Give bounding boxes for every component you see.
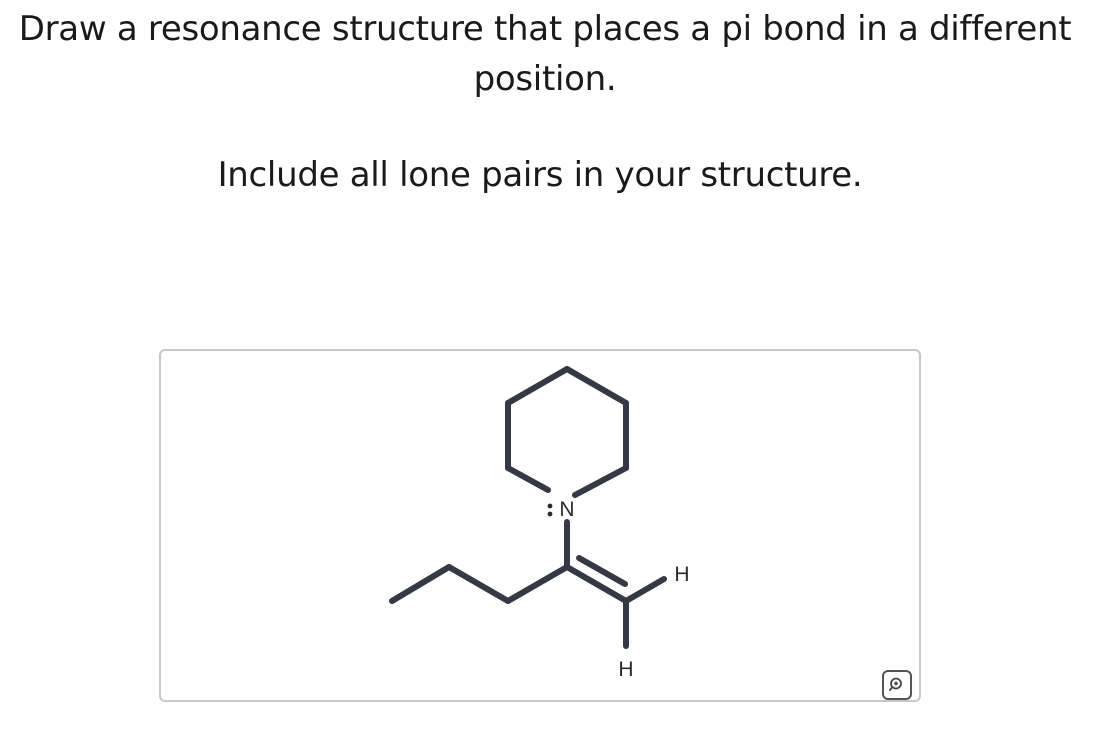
hydrogen-vinyl-label[interactable]: H [674,563,690,586]
lone-pair-dot-2 [548,512,553,517]
ring-bond-4[interactable] [508,369,567,403]
nitrogen-atom-label[interactable]: N [559,498,575,521]
lone-pair-dot-1 [548,504,553,509]
ring-bond-3[interactable] [567,369,626,403]
zoom-button[interactable] [882,670,912,700]
ring-bond-1[interactable] [575,468,626,495]
instruction-text: Include all lone pairs in your structure. [217,155,863,195]
chain-bond-1[interactable] [508,567,567,601]
question-line-1: Draw a resonance structure that places a pi bond in a different [18,9,1072,49]
ring-bond-6[interactable] [508,468,548,490]
chain-bond-2[interactable] [449,567,508,601]
double-bond-main[interactable] [567,567,626,601]
chain-bond-3[interactable] [392,567,449,601]
question-line-2: position. [473,59,617,99]
c-h-bond-right[interactable] [626,579,664,601]
hydrogen-bottom-label[interactable]: H [618,658,634,681]
zoom-in-icon [888,676,906,694]
